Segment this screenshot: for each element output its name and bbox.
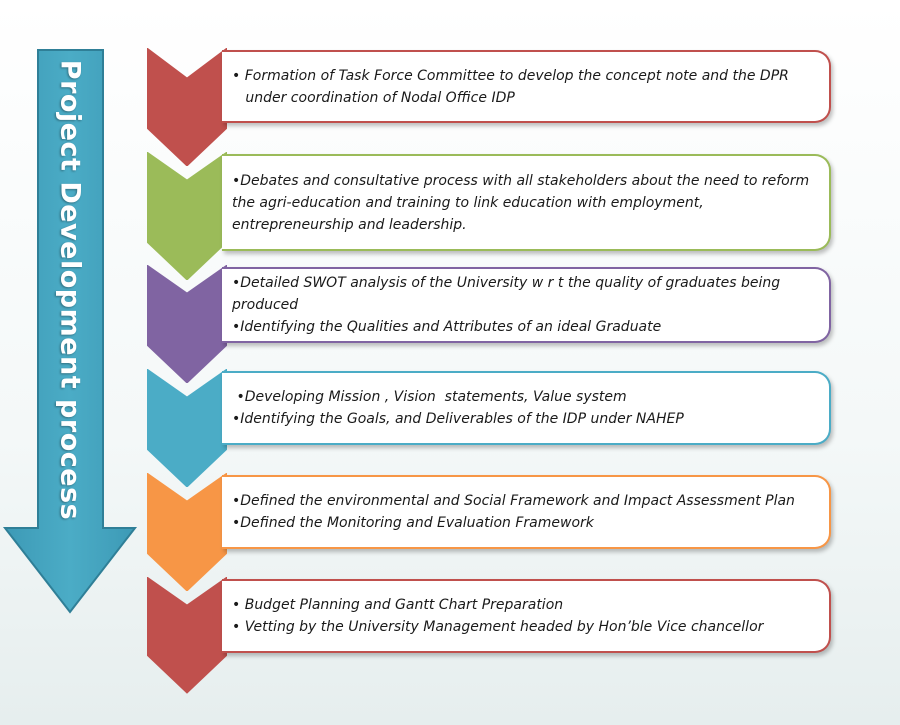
big-arrow-title: Project Development process bbox=[54, 59, 86, 521]
step-4-line-2: •Identifying the Goals, and Deliverables of the IDP under NAHEP bbox=[232, 411, 684, 427]
step-4-box bbox=[222, 371, 831, 445]
step-3-chevron bbox=[147, 265, 227, 383]
step-5-box bbox=[222, 475, 831, 549]
step-1-line-1: • Formation of Task Force Committee to develop the concept note and the DPR bbox=[232, 67, 789, 84]
step-5-line-1: •Defined the environmental and Social Framework and Impact Assessment Plan bbox=[232, 493, 795, 509]
step-1-line-2: under coordination of Nodal Office IDP bbox=[232, 89, 515, 106]
step-4-chevron bbox=[147, 369, 227, 487]
step-2-chevron bbox=[147, 152, 227, 280]
step-3-line-1: •Detailed SWOT analysis of the University w r t the quality of graduates being produced bbox=[232, 275, 781, 313]
step-6-line-1: • Budget Planning and Gantt Chart Preparation bbox=[232, 597, 564, 613]
step-3-box bbox=[222, 267, 831, 343]
step-4-line-1: •Developing Mission , Vision statements, Value system bbox=[232, 389, 627, 405]
step-1-chevron bbox=[147, 48, 227, 166]
step-1-box bbox=[222, 50, 831, 123]
step-5-line-2: •Defined the Monitoring and Evaluation Framework bbox=[232, 515, 594, 531]
step-5-chevron bbox=[147, 473, 227, 591]
step-3-line-2: •Identifying the Qualities and Attributes of an ideal Graduate bbox=[232, 319, 662, 335]
step-6-chevron bbox=[147, 577, 227, 695]
step-6-box bbox=[222, 579, 831, 653]
step-6-line-2: • Vetting by the University Management headed by Hon’ble Vice chancellor bbox=[232, 619, 764, 635]
step-2-line-1: •Debates and consultative process with all stakeholders about the need to reform the agri-education and training to link education with employment, entrepreneurship and leadership. bbox=[232, 172, 810, 233]
step-2-box bbox=[222, 154, 831, 251]
